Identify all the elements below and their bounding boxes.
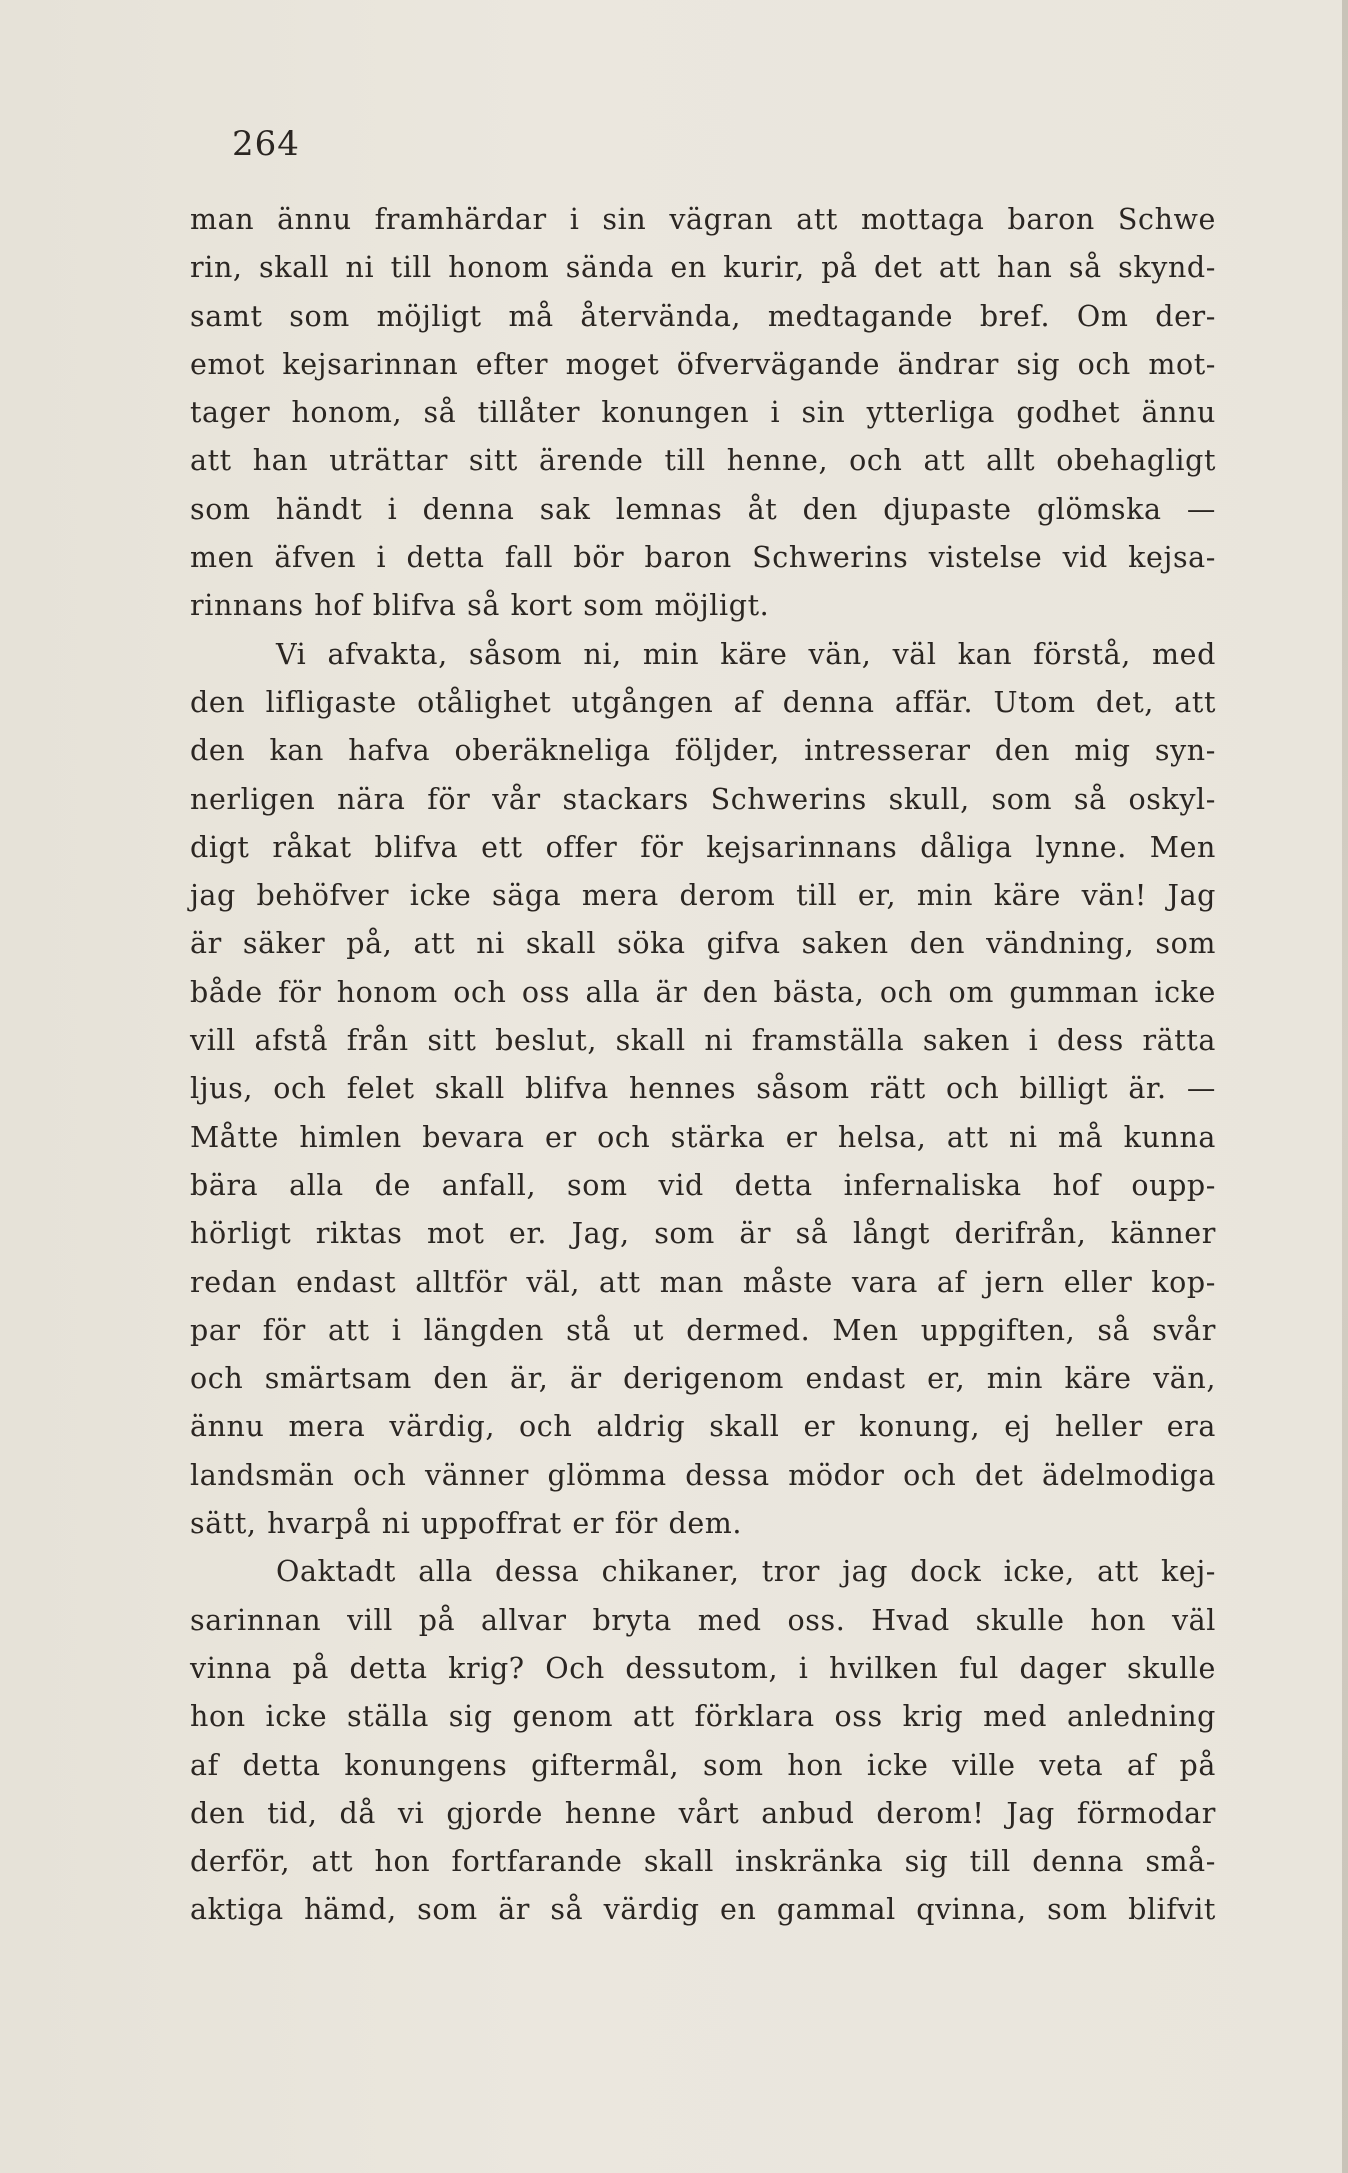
text-line: derför, att hon fortfarande skall inskränka sig till denna små- [190, 1845, 1216, 1879]
text-line: aktiga hämd, som är så värdig en gammal qvinna, som blifvit [190, 1893, 1216, 1927]
text-line: Vi afvakta, såsom ni, min käre vän, väl kan förstå, med [276, 637, 1216, 671]
text-line: digt råkat blifva ett offer för kejsarinnans dåliga lynne. Men [190, 830, 1216, 864]
text-line: man ännu framhärdar i sin vägran att mottaga baron Schwe [190, 203, 1216, 236]
text-line: är säker på, att ni skall söka gifva saken den vändning, som [190, 927, 1216, 961]
text-line: men äfven i detta fall bör baron Schwerins vistelse vid kejsa- [190, 541, 1216, 575]
body-text [190, 196, 1216, 1935]
text-line: hon icke ställa sig genom att förklara oss krig med anledning [190, 1700, 1216, 1734]
text-line: rin, skall ni till honom sända en kurir, på det att han så skynd- [190, 251, 1216, 285]
text-line: den tid, då vi gjorde henne vårt anbud derom! Jag förmodar [190, 1796, 1216, 1830]
text-line: den kan hafva oberäkneliga följder, intresserar den mig syn- [190, 734, 1216, 768]
text-line: sarinnan vill på allvar bryta med oss. Hvad skulle hon väl [190, 1603, 1216, 1637]
text-line: och smärtsam den är, är derigenom endast er, min käre vän, [190, 1362, 1216, 1396]
text-line: redan endast alltför väl, att man måste vara af jern eller kop- [190, 1265, 1216, 1299]
text-line: Oaktadt alla dessa chikaner, tror jag dock icke, att kej- [276, 1555, 1216, 1589]
text-line: jag behöfver icke säga mera derom till er, min käre vän! Jag [190, 879, 1216, 913]
text-line: bära alla de anfall, som vid detta infernaliska hof oupp- [190, 1168, 1216, 1202]
text-line: af detta konungens giftermål, som hon icke ville veta af på [190, 1748, 1216, 1782]
text-line: vill afstå från sitt beslut, skall ni framställa saken i dess rätta [190, 1024, 1216, 1058]
text-line: ännu mera värdig, och aldrig skall er konung, ej heller era [190, 1410, 1216, 1444]
page-number: 264 [232, 124, 300, 164]
text-line: nerligen nära för vår stackars Schwerins skull, som så oskyl- [190, 782, 1216, 816]
text-line: tager honom, så tillåter konungen i sin ytterliga godhet ännu [190, 396, 1216, 430]
text-line: landsmän och vänner glömma dessa mödor och det ädelmodiga [190, 1458, 1216, 1492]
text-line: den lifligaste otålighet utgången af denna affär. Utom det, att [190, 685, 1216, 719]
text-line: hörligt riktas mot er. Jag, som är så långt derifrån, känner [190, 1217, 1216, 1251]
text-line: emot kejsarinnan efter moget öfvervägande ändrar sig och mot- [190, 347, 1216, 381]
text-line: att han uträttar sitt ärende till henne, och att allt obehagligt [190, 444, 1216, 478]
text-line: rinnans hof blifva så kort som möjligt. [190, 589, 770, 623]
text-line: som händt i denna sak lemnas åt den djupaste glömska — [190, 492, 1216, 526]
page-edge [1342, 0, 1348, 2173]
text-line: både för honom och oss alla är den bästa, och om gumman icke [190, 975, 1216, 1009]
text-line: Måtte himlen bevara er och stärka er helsa, att ni må kunna [190, 1120, 1216, 1154]
text-line: sätt, hvarpå ni uppoffrat er för dem. [190, 1507, 743, 1541]
text-line: ljus, och felet skall blifva hennes såsom rätt och billigt är. — [190, 1072, 1216, 1106]
text-line: samt som möjligt må återvända, medtagande bref. Om der- [190, 299, 1216, 333]
text-line: vinna på detta krig? Och dessutom, i hvilken ful dager skulle [190, 1651, 1216, 1685]
text-line: par för att i längden stå ut dermed. Men uppgiften, så svår [190, 1313, 1216, 1347]
